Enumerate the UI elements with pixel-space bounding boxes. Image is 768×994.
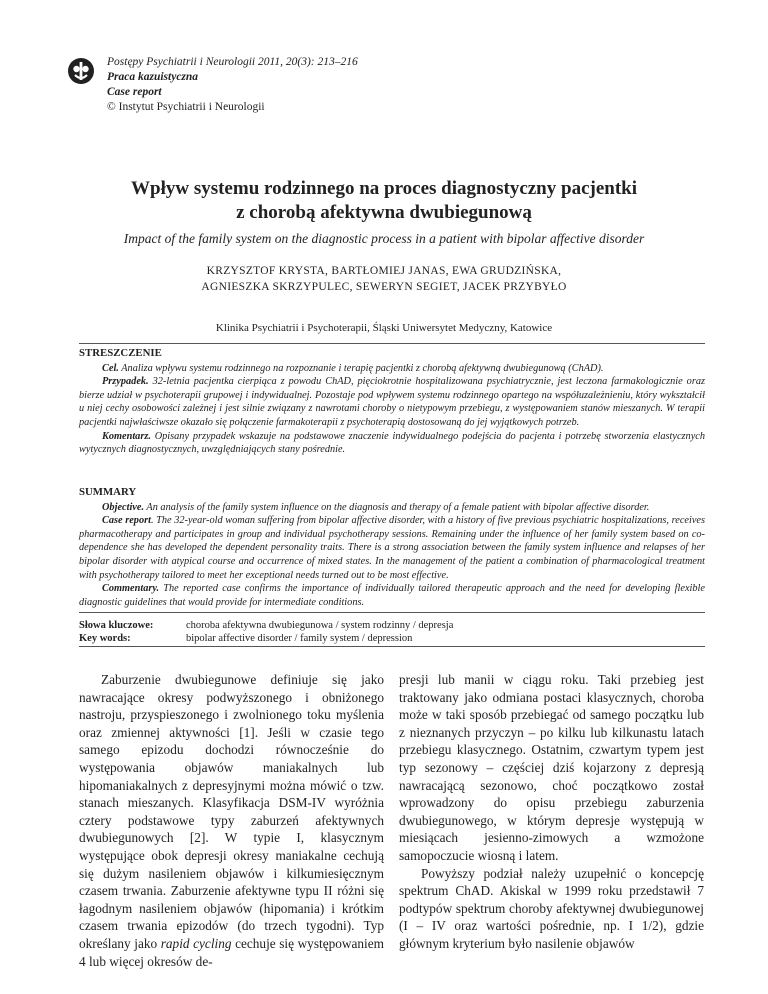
abstract-pl-przypadek: Przypadek. 32-letnia pacjentka cierpiąca z powodu ChAD, pięciokrotnie hospitalizowana psychiatrycznie, jest leczona farmakologicznie oraz bierze udział w psychoterapii grupowej i indywidualnej. Pozostaje pod wpływem systemu rodzinnego opartego na współuzależnieniu, który wykształcił u niej cechy osobowości zależnej i jest silnie związany z nawrotami choroby o nietypowym przebiegu, z występowaniem stanów mieszanych. W terapii pacjentki najwłaściwsze okazało się połączenie farmakoterapii z psychoterapią dostosowaną do jej wyjątkowych potrzeb. [79,376,705,428]
abstract-en-objective: Objective. An analysis of the family system influence on the diagnosis and therapy of a female patient with bipolar affective disorder. [102,501,650,513]
body-column-right [399,671,704,953]
article-type-pl: Praca kazuistyczna [107,71,199,83]
english-title: Impact of the family system on the diagnostic process in a patient with bipolar affective disorder [123,231,645,246]
body-paragraph: Powyższy podział należy uzupełnić o koncepcję spektrum ChAD. Akiskal w 1999 roku przedstawił 7 podtypów spektrum choroby afektywnej dwubiegunowej (I – IV oraz wartości pośrednie, np. I 1/2), gdzie głównym kryterium było nasilenie objawów [399,865,704,951]
body-paragraph: presji lub manii w ciągu roku. Taki przebieg jest traktowany jako odmiana postaci klasycznych, choroba może w taki sposób przebiegać od samego początku lub z nieznanych przyczyn – po kilku lub kilkunastu latach przebiegu klasycznego. Ostatnim, czwartym typem jest typ sezonowy – częściej dziś kojarzony z depresją nawracającą sezonowo, choć początkowo został wprowadzony do opisu przebiegu zaburzenia dwubiegunowego, w którym depresje występują w miesiącach jesienno-zimowych a wzmożone samopoczucie wiosną i latem. [399,672,704,863]
citation: Postępy Psychiatrii i Neurologii 2011, 20(3): 213–216 [107,56,358,68]
title-line-2: z chorobą afektywna dwubiegunową [236,202,532,223]
keywords-pl: Słowa kluczowe: choroba afektywna dwubiegunowa / system rodzinny / depresja [79,620,454,631]
article-title [60,177,708,225]
authors-line-1: KRZYSZTOF KRYSTA, BARTŁOMIEJ JANAS, EWA GRUDZIŃSKA, [206,265,562,277]
abstract-en [79,486,705,609]
abstract-pl-komentarz: Komentarz. Opisany przypadek wskazuje na podstawowe znaczenie indywidualnego podejścia do pacjenta i potrzebę stworzenia elastycznych wytycznych diagnostycznych, uwzględniających stany pośrednie. [79,430,705,456]
article-type-en: Case report [107,86,162,98]
title-line-1: Wpływ systemu rodzinnego na proces diagnostyczny pacjentki [131,178,637,199]
abstract-pl [79,347,705,457]
body-column-left [79,671,384,970]
divider-keywords-bottom [79,646,705,647]
journal-header [107,55,358,115]
authors [60,263,708,295]
abstract-pl-heading: STRESZCZENIE [79,347,162,359]
divider-keywords-top [79,612,705,613]
keywords-en: Key words: bipolar affective disorder / family system / depression [79,633,413,644]
keywords [79,619,453,645]
affiliation: Klinika Psychiatrii i Psychoterapii, Śląski Uniwersytet Medyczny, Katowice [215,322,553,334]
abstract-en-heading: SUMMARY [79,486,137,498]
abstract-pl-cel: Cel. Analiza wpływu systemu rodzinnego na rozpoznanie i terapię pacjentki z chorobą afektywną dwubiegunową (ChAD). [102,362,604,374]
body-paragraph: Zaburzenie dwubiegunowe definiuje się jako nawracające okresy podwyższonego i obniżonego nastroju, przyspieszonego i zwolnionego toku myślenia oraz zmiennej aktywności [1]. Jeśli w czasie tego samego epizodu dochodzi równocześnie do występowania objawów maniakalnych lub hipomaniakalnych z depresyjnymi można mówić o tzw. stanach mieszanych. Klasyfikacja DSM-IV wyróżnia cztery podstawowe typy zaburzeń afektywnych dwubiegunowych [2]. W typie I, klasycznym występujące obok depresji okresy maniakalne cechują się dużym nasileniem objawów i kilkumiesięcznym czasem trwania. Zaburzenie afektywne typu II różni się łagodnym nasileniem objawów (hipomania) i krótkim czasem trwania epizodów (do trzech tygodni). Typ określany jako rapid cycling cechuje się występowaniem 4 lub więcej okresów de- [79,672,384,969]
copyright: © Instytut Psychiatrii i Neurologii [107,101,265,113]
institute-logo-icon [67,57,95,85]
abstract-en-commentary: Commentary. The reported case confirms the importance of individually tailored therapeutic approach and the need for developing flexible diagnostic guidelines that would provide for intermediate conditions. [79,583,705,608]
abstract-en-case: Case report. The 32-year-old woman suffering from bipolar affective disorder, with a history of five previous psychiatric hospitalizations, receives pharmacotherapy and participates in group and individual psychotherapy sessions. Remaining under the influence of her family system based on co-dependence she has developed the dependent personality traits. There is a strong association between the family system influence and relapses of her bipolar disorder with atypical course and occurrence of mixed states. In the management of the patient a combination of pharmacological treatment with psychotherapy tailored to meet her exceptional needs turned out to be most effective. [79,515,705,581]
divider-top [79,343,705,344]
authors-line-2: AGNIESZKA SKRZYPULEC, SEWERYN SEGIET, JACEK PRZYBYŁO [201,281,567,293]
